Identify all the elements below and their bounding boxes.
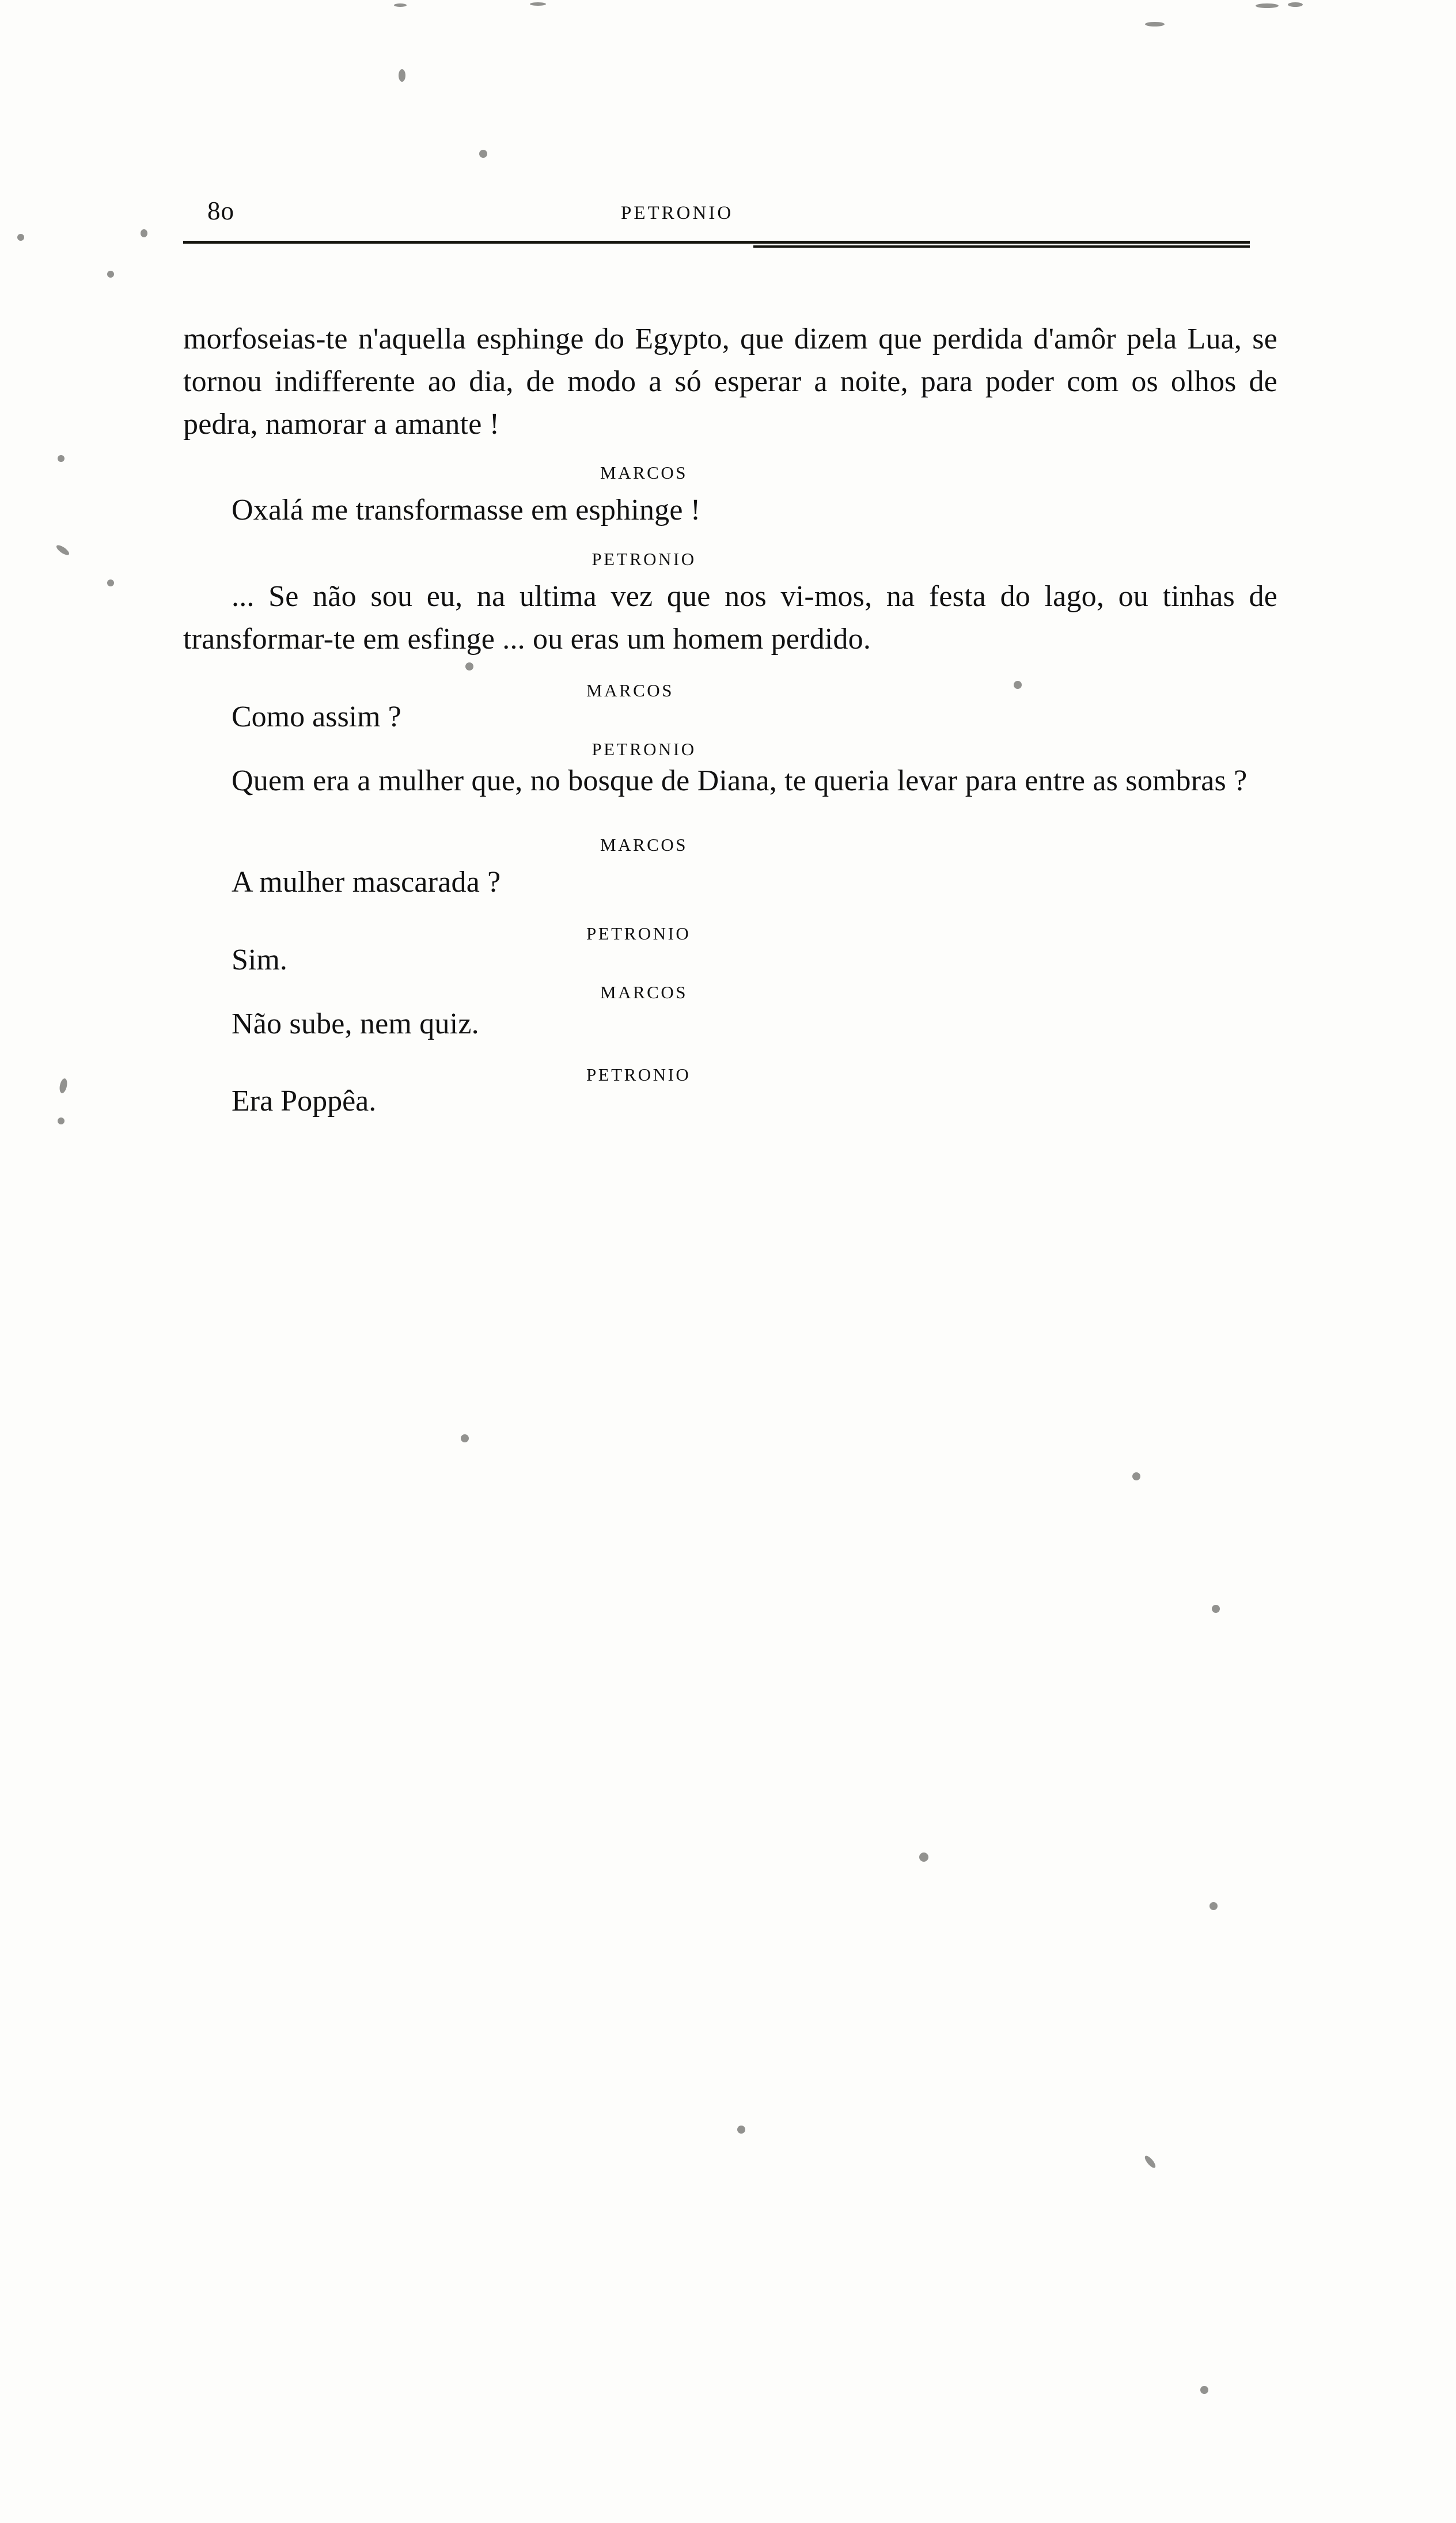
scan-speck	[17, 234, 24, 241]
scan-speck	[107, 579, 114, 586]
scan-speck	[58, 1078, 68, 1094]
scan-speck	[1132, 1472, 1140, 1480]
scan-speck	[919, 1853, 928, 1862]
scan-speck	[1143, 2154, 1157, 2169]
dialogue-group-marcos-2	[183, 680, 1277, 736]
page-number: 8o	[207, 196, 234, 225]
speaker-petronio-4: PETRONIO	[586, 1064, 691, 1085]
scan-speck	[1209, 1902, 1218, 1910]
body-paragraph	[183, 318, 1277, 445]
speaker-petronio-1: PETRONIO	[592, 549, 696, 570]
speaker-petronio-3: PETRONIO	[586, 923, 691, 944]
scan-speck	[58, 455, 65, 462]
dialogue-group-petronio-4	[183, 1064, 1277, 1120]
scan-speck	[58, 1117, 65, 1124]
dialogue-marcos-3: A mulher mascarada ?	[232, 865, 501, 899]
spacer	[183, 1045, 1277, 1064]
scan-speck	[1145, 22, 1165, 26]
speaker-marcos-4: MARCOS	[600, 982, 688, 1002]
speaker-marcos-1: MARCOS	[600, 463, 688, 483]
header-rule-secondary	[753, 245, 1250, 248]
page-text-block	[183, 190, 1277, 1120]
scan-speck	[461, 1434, 469, 1442]
dialogue-petronio-1: ... Se não sou eu, na ultima vez que nos vi-mos, na festa do lago, ou tinhas de transformar-te em esfinge ... ou eras um homem perdido.	[183, 580, 1277, 656]
scan-speck	[399, 69, 405, 82]
opening-paragraph: morfoseias-te n'aquella esphinge do Egypto, que dizem que perdida d'amôr pela Lua, se tornou indifferente ao dia, de modo a só esperar a noite, para poder com os olhos de pedra, namorar a amante !	[183, 323, 1277, 441]
scan-speck	[1256, 3, 1279, 8]
scan-speck	[1212, 1605, 1220, 1613]
dialogue-marcos-4: Não sube, nem quiz.	[232, 1007, 479, 1040]
scan-speck	[479, 150, 487, 158]
speaker-marcos-2: MARCOS	[586, 680, 674, 700]
scan-speck	[141, 229, 147, 237]
running-head: PETRONIO	[621, 203, 734, 223]
header-rule	[183, 241, 1250, 244]
page-header	[183, 190, 1277, 242]
scan-speck	[737, 2126, 745, 2134]
speaker-marcos-3: MARCOS	[600, 834, 688, 855]
dialogue-marcos-1: Oxalá me transformasse em esphinge !	[232, 494, 701, 527]
scan-speck	[107, 271, 114, 278]
dialogue-group-petronio-3	[183, 923, 1277, 979]
spacer	[183, 904, 1277, 923]
dialogue-petronio-4: Era Poppêa.	[232, 1085, 377, 1118]
speaker-petronio-2: PETRONIO	[592, 738, 696, 759]
dialogue-petronio-3: Sim.	[232, 943, 287, 976]
dialogue-petronio-2: Quem era a mulher que, no bosque de Diana, te queria levar para entre as sombras ?	[232, 764, 1248, 797]
scan-speck	[1288, 2, 1303, 7]
spacer	[183, 661, 1277, 680]
scan-speck	[1200, 2386, 1208, 2394]
scan-speck	[394, 3, 407, 7]
scan-speck	[55, 543, 70, 556]
dialogue-marcos-2: Como assim ?	[232, 700, 401, 733]
scan-speck	[530, 2, 546, 6]
